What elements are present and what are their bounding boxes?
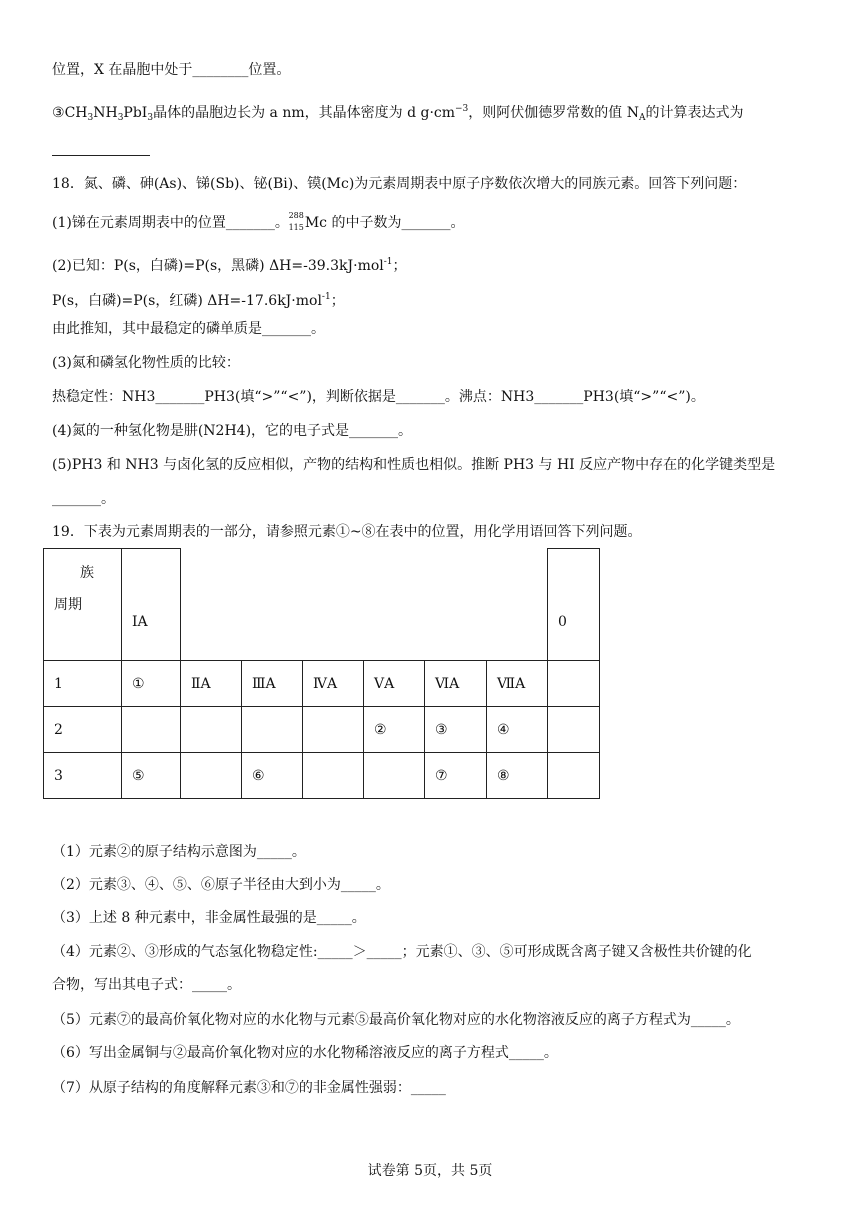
q18-part-4: (4)氮的一种氢化物是肼(N2H4)，它的电子式是_______。 [52, 423, 413, 439]
table-cell: ⅥA [425, 661, 487, 707]
header-zu: 族 [80, 565, 94, 581]
q18-part-5-line-2: _______。 [52, 491, 115, 507]
periodic-table-fragment [43, 548, 600, 799]
table-cell: ⅤA [364, 661, 425, 707]
table-row [44, 661, 600, 707]
table-header-row [44, 549, 600, 661]
nuclide-notation: 288 115 [288, 211, 304, 232]
table-cell [303, 753, 364, 799]
table-cell: ⅦA [487, 661, 548, 707]
q19-item-4-line-1: （4）元素②、③形成的气态氢化物稳定性:_____＞_____；元素①、③、⑤可形成既含离子键又含极性共价键的化 [52, 944, 752, 960]
answer-blank-line [52, 155, 150, 156]
header-0: 0 [548, 549, 600, 661]
table-cell: ⅡA [181, 661, 242, 707]
table-cell [303, 707, 364, 753]
table-cell [181, 707, 242, 753]
q19-item-1: （1）元素②的原子结构示意图为_____。 [52, 844, 306, 860]
q19-item-3: （3）上述 8 种元素中，非金属性最强的是_____。 [52, 910, 366, 926]
table-cell: ⑤ [122, 753, 181, 799]
q19-item-2: （2）元素③、④、⑤、⑥原子半径由大到小为_____。 [52, 877, 390, 893]
table-cell [181, 753, 242, 799]
q19-item-7: （7）从原子结构的角度解释元素③和⑦的非金属性强弱：_____ [52, 1080, 446, 1096]
q18-stem: 18．氮、磷、砷(As)、锑(Sb)、铋(Bi)、镆(Mc)为元素周期表中原子序数依次增大的同族元素。回答下列问题： [52, 176, 747, 192]
table-row [44, 753, 600, 799]
q18-part-1: (1)锑在元素周期表中的位置_______。 288 115 Mc 的中子数为_______。 [52, 211, 465, 232]
q18-part-3-line: 热稳定性：NH3_______PH3(填“>”“<”)，判断依据是_______。沸点：NH3_______PH3(填“>”“<”)。 [52, 389, 705, 405]
q19-item-6: （6）写出金属铜与②最高价氧化物对应的水化物稀溶液反应的离子方程式_____。 [52, 1045, 558, 1061]
q19-item-5: （5）元素⑦的最高价氧化物对应的水化物与元素⑤最高价氧化物对应的水化物溶液反应的离子方程式为_____。 [52, 1012, 740, 1028]
table-cell: ⅣA [303, 661, 364, 707]
table-cell: ④ [487, 707, 548, 753]
q19-item-4-line-2: 合物，写出其电子式：_____。 [52, 977, 241, 993]
q17-line-1: 位置，X 在晶胞中处于________位置。 [52, 62, 291, 78]
table-cell: ① [122, 661, 181, 707]
table-cell: 1 [44, 661, 122, 707]
table-cell: 3 [44, 753, 122, 799]
table-cell [364, 753, 425, 799]
table-cell: 2 [44, 707, 122, 753]
q19-stem: 19．下表为元素周期表的一部分，请参照元素①~⑧在表中的位置，用化学用语回答下列问题。 [52, 524, 642, 540]
table-cell [548, 707, 600, 753]
table-cell: ② [364, 707, 425, 753]
table-cell [122, 707, 181, 753]
table-cell [548, 753, 600, 799]
table-cell [548, 661, 600, 707]
table-cell: ⑧ [487, 753, 548, 799]
header-IA: IA [122, 549, 181, 661]
table-cell: ⑥ [242, 753, 303, 799]
header-gap [181, 549, 548, 661]
q18-part-2-line-2: P(s，白磷)=P(s，红磷) ΔH=-17.6kJ·mol$^{-1}$； [52, 292, 345, 309]
header-zhouqi: 周期 [54, 597, 82, 613]
table-cell: ⅢA [242, 661, 303, 707]
q18-part-2-line-3: 由此推知，其中最稳定的磷单质是_______。 [52, 321, 325, 337]
header-diagonal-cell [44, 549, 122, 661]
formula: $CH_3NH_3PbI_3$ [64, 105, 154, 123]
table-cell [242, 707, 303, 753]
table-row [44, 707, 600, 753]
q17-line-2: $③CH_3NH_3PbI_3$晶体的晶胞边长为 a nm，其晶体密度为 d $g\cdot cm^{-3}$，则阿伏伽德罗常数的值 $N_A$的计算表达式为 [52, 104, 744, 123]
table-cell: ③ [425, 707, 487, 753]
table-cell: ⑦ [425, 753, 487, 799]
q18-part-5-line-1: (5)PH3 和 NH3 与卤化氢的反应相似，产物的结构和性质也相似。推断 PH3 与 HI 反应产物中存在的化学键类型是 [52, 457, 776, 473]
q18-part-3-title: (3)氮和磷氢化物性质的比较： [52, 355, 240, 371]
page-footer: 试卷第 5页，共 5页 [367, 1163, 493, 1179]
q18-part-2-line-1: (2)已知：P(s，白磷)=P(s，黑磷) ΔH=-39.3kJ·mol$^{-1}$； [52, 257, 407, 274]
